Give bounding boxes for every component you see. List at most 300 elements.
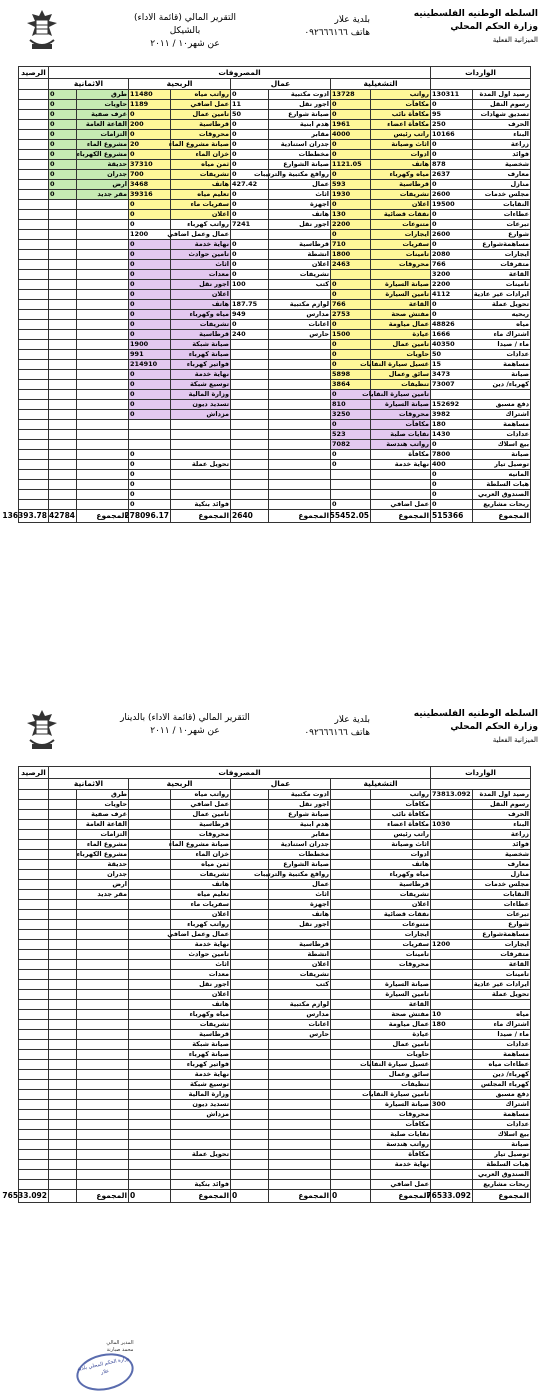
balance-cell	[19, 420, 49, 430]
table-cell-label: تحويل عملة	[473, 300, 531, 310]
table-cell-value: 15	[431, 360, 473, 370]
table-cell-value	[431, 1170, 473, 1180]
table-cell-label: تشريفات	[371, 190, 431, 200]
table-cell-value	[49, 420, 77, 430]
table-cell-label: صيانة شبكة	[171, 1040, 231, 1050]
table-cell-label: صيانة السيارة	[371, 400, 431, 410]
balance-cell	[19, 1110, 49, 1120]
table-cell-label	[269, 470, 331, 480]
table-cell-label: رواتب كهرباء	[171, 220, 231, 230]
table-cell-label	[171, 1130, 231, 1140]
table-cell-label: رسوم النقل	[473, 800, 531, 810]
table-cell-label	[269, 340, 331, 350]
table-cell-label: الصندوق العربي	[473, 1170, 531, 1180]
table-cell-label: تحويل عملة	[473, 990, 531, 1000]
table-cell-label	[77, 1160, 129, 1170]
palestinian-eagle-seal-icon	[22, 6, 62, 54]
balance-header: الرصيد	[19, 67, 49, 79]
table-cell-value	[129, 870, 171, 880]
table-cell-value	[331, 990, 371, 1000]
table-cell-label: اشتراك	[473, 1100, 531, 1110]
table-cell-label: راتب رئيس	[371, 130, 431, 140]
balance-cell	[19, 250, 49, 260]
table-cell-value	[231, 1020, 269, 1030]
table-cell-label	[269, 1160, 331, 1170]
table-cell-label: ادوات	[371, 150, 431, 160]
table-cell-label: محروقات	[371, 410, 431, 420]
table-cell-value: 1666	[431, 330, 473, 340]
table-row	[19, 1100, 531, 1110]
table-cell-value	[231, 370, 269, 380]
balance-cell	[19, 100, 49, 110]
table-cell-value	[431, 1080, 473, 1090]
table-cell-label	[171, 450, 231, 460]
table-cell-value: 0	[129, 250, 171, 260]
table-cell-label: اثاث	[171, 960, 231, 970]
table-cell-label: ادوت مكتبية	[269, 790, 331, 800]
table-row	[19, 280, 531, 290]
table-cell-label: عمال	[269, 880, 331, 890]
table-cell-value	[331, 800, 371, 810]
table-cell-value	[431, 960, 473, 970]
table-cell-value	[129, 1120, 171, 1130]
table-cell-label	[77, 330, 129, 340]
table-cell-value	[49, 400, 77, 410]
table-cell-label: محروقات	[171, 830, 231, 840]
balance-cell	[19, 90, 49, 100]
table-cell-label: نفقات قضائية	[371, 210, 431, 220]
table-cell-value	[129, 1090, 171, 1100]
table-row	[19, 1020, 531, 1030]
table-cell-label: مساهمة	[473, 420, 531, 430]
table-cell-value: 700	[129, 170, 171, 180]
table-cell-value: 0	[431, 140, 473, 150]
balance-cell	[19, 220, 49, 230]
table-cell-label	[269, 1080, 331, 1090]
table-cell-value	[49, 300, 77, 310]
table-cell-label: ادوات	[371, 850, 431, 860]
table-cell-label	[77, 280, 129, 290]
table-cell-label	[77, 1130, 129, 1140]
table-cell-label: اعلان	[171, 910, 231, 920]
table-cell-value	[231, 1060, 269, 1070]
table-row	[19, 290, 531, 300]
table-cell-value: 0	[129, 320, 171, 330]
table-cell-label: عمال مياومة	[371, 1020, 431, 1030]
table-cell-value	[49, 1140, 77, 1150]
table-cell-label: تامين سيارة النفايات	[362, 1090, 430, 1098]
table-cell-label: مساهمة	[473, 360, 531, 370]
table-cell-value: 1189	[129, 100, 171, 110]
table-cell-label	[171, 440, 231, 450]
balance-cell	[19, 500, 49, 510]
table-cell-value: 0	[129, 390, 171, 400]
table-cell-label: زراعة	[473, 140, 531, 150]
balance-cell	[19, 950, 49, 960]
total-label: المجموع	[473, 1190, 531, 1203]
table-cell-value: 710	[331, 240, 371, 250]
table-cell-value: 0	[49, 130, 77, 140]
table-cell-value	[49, 1150, 77, 1160]
balance-cell	[19, 1080, 49, 1090]
table-cell-value	[49, 830, 77, 840]
table-cell-label: مشروع الماء	[77, 140, 129, 150]
table-cell-label	[269, 290, 331, 300]
table-cell-label	[77, 920, 129, 930]
table-cell-label: ماء / صيدا	[473, 1030, 531, 1040]
table-cell-label	[77, 460, 129, 470]
table-cell-label	[77, 1050, 129, 1060]
table-cell-value	[231, 410, 269, 420]
table-cell-label: مجلس خدمات	[473, 190, 531, 200]
table-cell-value: 0	[49, 90, 77, 100]
table-cell-label: حاويات	[371, 350, 431, 360]
totals-row	[19, 1190, 531, 1203]
table-cell-label: صيانة السيارة	[371, 980, 431, 990]
totals-row	[19, 510, 531, 523]
table-cell-label: قرطاسية	[269, 940, 331, 950]
table-cell-value	[331, 870, 371, 880]
table-cell-value	[49, 900, 77, 910]
table-cell-label	[77, 260, 129, 270]
table-cell-value: 0	[49, 120, 77, 130]
table-row	[19, 190, 531, 200]
table-cell-label: خزان الماء	[171, 850, 231, 860]
table-cell-label: غسيل سيارة النفايات	[360, 360, 430, 368]
total-label: المجموع	[269, 1190, 331, 1203]
table-cell-label: وزارة المالية	[171, 390, 231, 400]
table-cell-label: اجور نقل	[269, 100, 331, 110]
table-row	[19, 850, 531, 860]
table-cell-value	[331, 1110, 371, 1120]
balance-cell	[19, 990, 49, 1000]
table-row	[19, 800, 531, 810]
table-cell-label: خزان الماء	[171, 150, 231, 160]
table-cell-value: 0	[231, 90, 269, 100]
table-cell-label: مخططات	[269, 850, 331, 860]
table-cell-label: تسديد ديون	[171, 400, 231, 410]
table-cell-label: الحرف	[473, 120, 531, 130]
table-cell-value	[431, 1150, 473, 1160]
table-cell-value	[231, 850, 269, 860]
table-cell-value	[331, 810, 371, 820]
table-cell-label: صيانة كهرباء	[171, 1050, 231, 1060]
table-cell-value: 0	[331, 100, 371, 110]
table-cell-label: تسديد ديون	[171, 1100, 231, 1110]
table-row	[19, 900, 531, 910]
table-cell-label: مياه وكهرباء	[371, 870, 431, 880]
table-cell-label: النقابات	[473, 890, 531, 900]
phone-number: هاتف ٠٩٢٦٦٦١٦٦	[304, 28, 370, 38]
table-cell-label	[371, 270, 431, 280]
table-cell-label	[269, 990, 331, 1000]
table-cell-value	[49, 960, 77, 970]
table-cell-value: 0	[49, 110, 77, 120]
table-row	[19, 950, 531, 960]
table-row	[19, 160, 531, 170]
table-cell-label: تشريفات	[171, 170, 231, 180]
table-cell-value: 0	[129, 280, 171, 290]
table-cell-label	[269, 1150, 331, 1160]
table-cell-label	[269, 1040, 331, 1050]
table-cell-value	[331, 1100, 371, 1110]
table-cell-value	[431, 970, 473, 980]
table-cell-value	[231, 910, 269, 920]
table-row	[19, 260, 531, 270]
table-cell-label: قرطاسية	[171, 330, 231, 340]
table-cell-value	[129, 990, 171, 1000]
table-cell-label: نفايات صلبة	[371, 1130, 431, 1140]
table-cell-label: تشريفات	[269, 970, 331, 980]
table-cell-value: 19500	[431, 200, 473, 210]
balance-cell	[19, 460, 49, 470]
table-cell-value	[331, 1070, 371, 1080]
table-cell-label: محروقات	[171, 130, 231, 140]
table-cell-label: صيانة شوارع	[269, 110, 331, 120]
balance-cell	[19, 970, 49, 980]
table-cell-value	[49, 490, 77, 500]
table-cell-value	[231, 460, 269, 470]
table-cell-value	[331, 470, 371, 480]
table-cell-label: ثمن مياه	[171, 160, 231, 170]
table-cell-label	[77, 290, 129, 300]
table-cell-value	[331, 1150, 371, 1160]
balance-cell	[19, 370, 49, 380]
table-cell-value	[129, 440, 171, 450]
table-cell-label: تشريفات	[269, 270, 331, 280]
table-cell-value	[49, 1100, 77, 1110]
table-cell-value	[129, 940, 171, 950]
table-cell-label	[269, 1090, 331, 1100]
table-cell-value	[331, 930, 371, 940]
table-cell-label: جدران استنادية	[269, 840, 331, 850]
table-cell-label: التزامات	[77, 830, 129, 840]
table-cell-label: القاعة العامة	[77, 820, 129, 830]
table-row	[19, 870, 531, 880]
table-cell-label	[77, 1020, 129, 1030]
total-balance: 76533.092	[19, 1190, 49, 1203]
table-cell-label: تامينات	[473, 280, 531, 290]
balance-cell	[19, 1000, 49, 1010]
table-cell-label: اعانات	[269, 1020, 331, 1030]
table-cell-label: معدات	[171, 970, 231, 980]
table-cell-value	[331, 970, 371, 980]
table-cell-label	[269, 500, 331, 510]
table-cell-label: اجور نقل	[269, 920, 331, 930]
table-cell-label	[77, 370, 129, 380]
table-row	[19, 920, 531, 930]
table-row	[19, 460, 531, 470]
balance-cell	[19, 490, 49, 500]
table-cell-value	[49, 450, 77, 460]
palestinian-eagle-seal-icon	[22, 706, 62, 754]
table-cell-value	[331, 940, 371, 950]
table-row	[19, 1040, 531, 1050]
table-cell-label	[77, 910, 129, 920]
balance-cell	[19, 380, 49, 390]
table-cell-label: هاتف	[269, 910, 331, 920]
total-workers: 0	[231, 1190, 269, 1203]
performance-table-dinar	[2, 766, 531, 1203]
table-cell-label: معارف	[473, 860, 531, 870]
table-cell-value	[49, 370, 77, 380]
capital-header: الاثمانية	[49, 79, 129, 90]
table-cell-value: 0	[331, 500, 371, 510]
table-cell-label	[77, 930, 129, 940]
table-cell-label: قرطاسية	[171, 820, 231, 830]
table-cell-label: هبات السلطة	[473, 480, 531, 490]
table-cell-value: 0	[49, 150, 77, 160]
table-cell-value: 1900	[129, 340, 171, 350]
table-cell-value	[431, 870, 473, 880]
table-cell-value	[49, 210, 77, 220]
table-cell-label: صيانة كهرباء	[171, 350, 231, 360]
table-cell-value: 250	[431, 120, 473, 130]
table-cell-value: 0	[231, 320, 269, 330]
table-cell-label	[171, 420, 231, 430]
table-cell-label: نهاية خدمة	[171, 240, 231, 250]
table-cell-label: فوائد	[473, 840, 531, 850]
table-cell-value: 3200	[431, 270, 473, 280]
table-cell-label	[269, 1100, 331, 1110]
table-row	[19, 960, 531, 970]
balance-cell	[19, 360, 49, 370]
table-cell-value	[231, 1130, 269, 1140]
table-cell-label	[77, 1110, 129, 1120]
table-row	[19, 1070, 531, 1080]
balance-cell	[19, 110, 49, 120]
table-cell-value: 2200	[331, 220, 371, 230]
table-cell-value	[231, 1180, 269, 1190]
table-cell-label: ثمن مياه	[171, 860, 231, 870]
balance-cell	[19, 390, 49, 400]
table-cell-label: رواتب كهرباء	[171, 920, 231, 930]
balance-cell	[19, 810, 49, 820]
balance-cell	[19, 280, 49, 290]
table-cell-value: 1030	[431, 820, 473, 830]
table-cell-value	[231, 900, 269, 910]
balance-cell	[19, 470, 49, 480]
table-cell-value	[231, 790, 269, 800]
table-row	[19, 470, 531, 480]
table-cell-value	[431, 990, 473, 1000]
table-cell-value: 878	[431, 160, 473, 170]
table-cell-value	[431, 810, 473, 820]
table-cell-value: 0	[129, 330, 171, 340]
table-cell-label	[77, 420, 129, 430]
municipality-block	[280, 14, 370, 40]
table-cell-label	[269, 360, 331, 370]
table-cell-value: 0	[129, 200, 171, 210]
table-cell-value	[49, 1040, 77, 1050]
table-cell-label: متنوعات	[371, 220, 431, 230]
total-label: المجموع	[473, 510, 531, 523]
table-cell-label: انشطة	[269, 250, 331, 260]
table-cell-label: عطاءات مياه	[473, 1060, 531, 1070]
table-cell-value	[231, 1070, 269, 1080]
table-cell-label: مشروع الماء	[77, 840, 129, 850]
balance-cell	[19, 140, 49, 150]
table-cell-label	[77, 320, 129, 330]
table-cell-value	[431, 880, 473, 890]
table-cell-label: مساهمةشوارع	[473, 930, 531, 940]
table-cell-value	[231, 950, 269, 960]
table-row	[19, 90, 531, 100]
table-cell-label: مزداش	[171, 410, 231, 420]
table-cell-label: ادوت مكتبية	[269, 90, 331, 100]
table-cell-value: 0	[431, 440, 473, 450]
table-cell-label	[77, 1060, 129, 1070]
table-cell-label: سفريات	[371, 940, 431, 950]
table-cell-value	[129, 830, 171, 840]
table-cell-value	[231, 470, 269, 480]
table-cell-value	[431, 1110, 473, 1120]
total-label: المجموع	[77, 510, 129, 523]
table-cell-value	[129, 1140, 171, 1150]
balance-cell	[19, 120, 49, 130]
table-cell-value: 0	[129, 240, 171, 250]
table-cell-label	[77, 230, 129, 240]
table-cell-value	[331, 1010, 371, 1020]
table-cell-label: قرطاسية	[269, 240, 331, 250]
table-row	[19, 220, 531, 230]
table-cell-label	[371, 480, 431, 490]
table-cell-value: 2463	[331, 260, 371, 270]
balance-cell	[19, 350, 49, 360]
table-cell-value	[331, 950, 371, 960]
table-row	[19, 840, 531, 850]
table-cell-label: مساهمة	[473, 1050, 531, 1060]
balance-cell	[19, 230, 49, 240]
table-cell-label: اعلان	[171, 290, 231, 300]
table-cell-value	[49, 1030, 77, 1040]
table-cell-label: تشريفات	[371, 890, 431, 900]
table-cell-label: صيانة الشوارع	[269, 160, 331, 170]
table-cell-value	[231, 880, 269, 890]
table-cell-label	[77, 480, 129, 490]
table-cell-label	[77, 970, 129, 980]
table-cell-label: التزامات	[77, 130, 129, 140]
table-row	[19, 1060, 531, 1070]
table-cell-label: صيانة شوارع	[269, 810, 331, 820]
report-title: التقرير المالي (قائمة الاداء) بالشيكل	[134, 13, 236, 36]
table-cell-value: 0	[129, 380, 171, 390]
table-cell-label: كتب	[269, 280, 331, 290]
table-cell-value	[49, 280, 77, 290]
table-cell-label: غرف صفية	[77, 810, 129, 820]
table-cell-label: اعلان	[171, 210, 231, 220]
table-cell-label: مساهمة	[473, 1110, 531, 1120]
balance-cell	[19, 180, 49, 190]
table-cell-value	[49, 350, 77, 360]
table-cell-label: مكافأة نائب	[371, 810, 431, 820]
table-cell-label: صيانة السيارة	[371, 1100, 431, 1110]
table-cell-label: منازل	[473, 870, 531, 880]
table-cell-value	[231, 960, 269, 970]
balance-cell	[19, 940, 49, 950]
table-cell-label: نهاية خدمة	[371, 460, 431, 470]
table-cell-value: 0	[331, 200, 371, 210]
table-cell-value	[49, 870, 77, 880]
table-cell-value	[431, 1130, 473, 1140]
table-cell-value	[49, 460, 77, 470]
table-row	[19, 320, 531, 330]
table-cell-label	[77, 1090, 129, 1100]
table-cell-value	[49, 800, 77, 810]
table-cell-label: فواتير كهرباء	[171, 360, 231, 370]
table-cell-label	[171, 1160, 231, 1170]
balance-cell	[19, 1140, 49, 1150]
